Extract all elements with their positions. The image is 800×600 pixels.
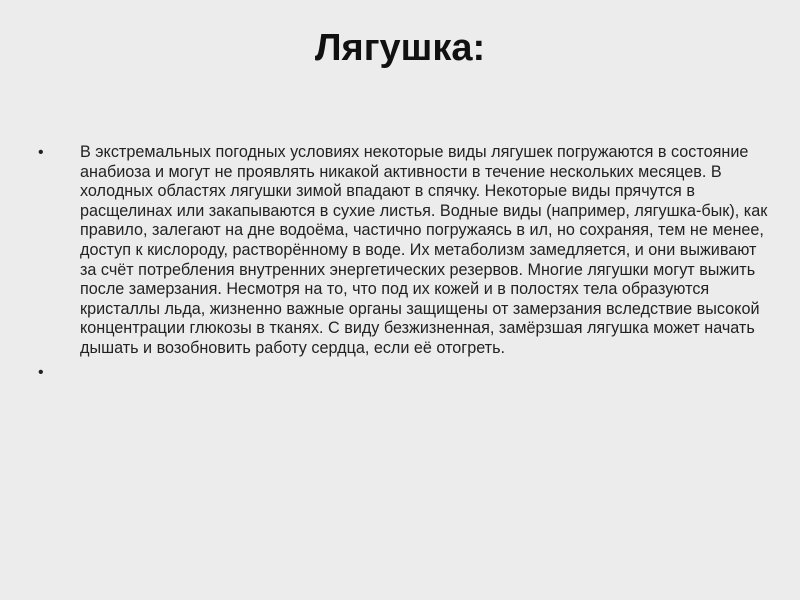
bullet-icon: • <box>38 144 44 161</box>
slide-title: Лягушка: <box>314 27 486 69</box>
bullet-text: В экстремальных погодных условиях некоторые виды лягушек погружаются в состояние анабиоза и могут не проявлять никакой активности в течение нескольких месяцев. В холодных областях лягушки зимой впадают в спячку. Некоторые виды прячутся в расщелинах или закапываются в сухие листья. Водные виды (например, лягушка-бык), как правило, залегают на дне водоёма, частично погружаясь в ил, но сохраняя, тем не менее, доступ к кислороду, растворённому в воде. Их метаболизм замедляется, и они выживают за счёт потребления внутренних энергетических резервов. Многие лягушки могут выжить после замерзания. Несмотря на то, что под их кожей и в полостях тела образуются кристаллы льда, жизненно важные органы защищены от замерзания вследствие высокой концентрации глюкозы в тканях. С виду безжизненная, замёрзшая лягушка может начать дышать и возобновить работу сердца, если её отогреть. <box>80 143 768 357</box>
bullet-icon: • <box>38 363 44 381</box>
bullet-item <box>38 143 768 359</box>
bullet-item-empty <box>38 363 768 383</box>
bullet-list <box>38 143 768 382</box>
